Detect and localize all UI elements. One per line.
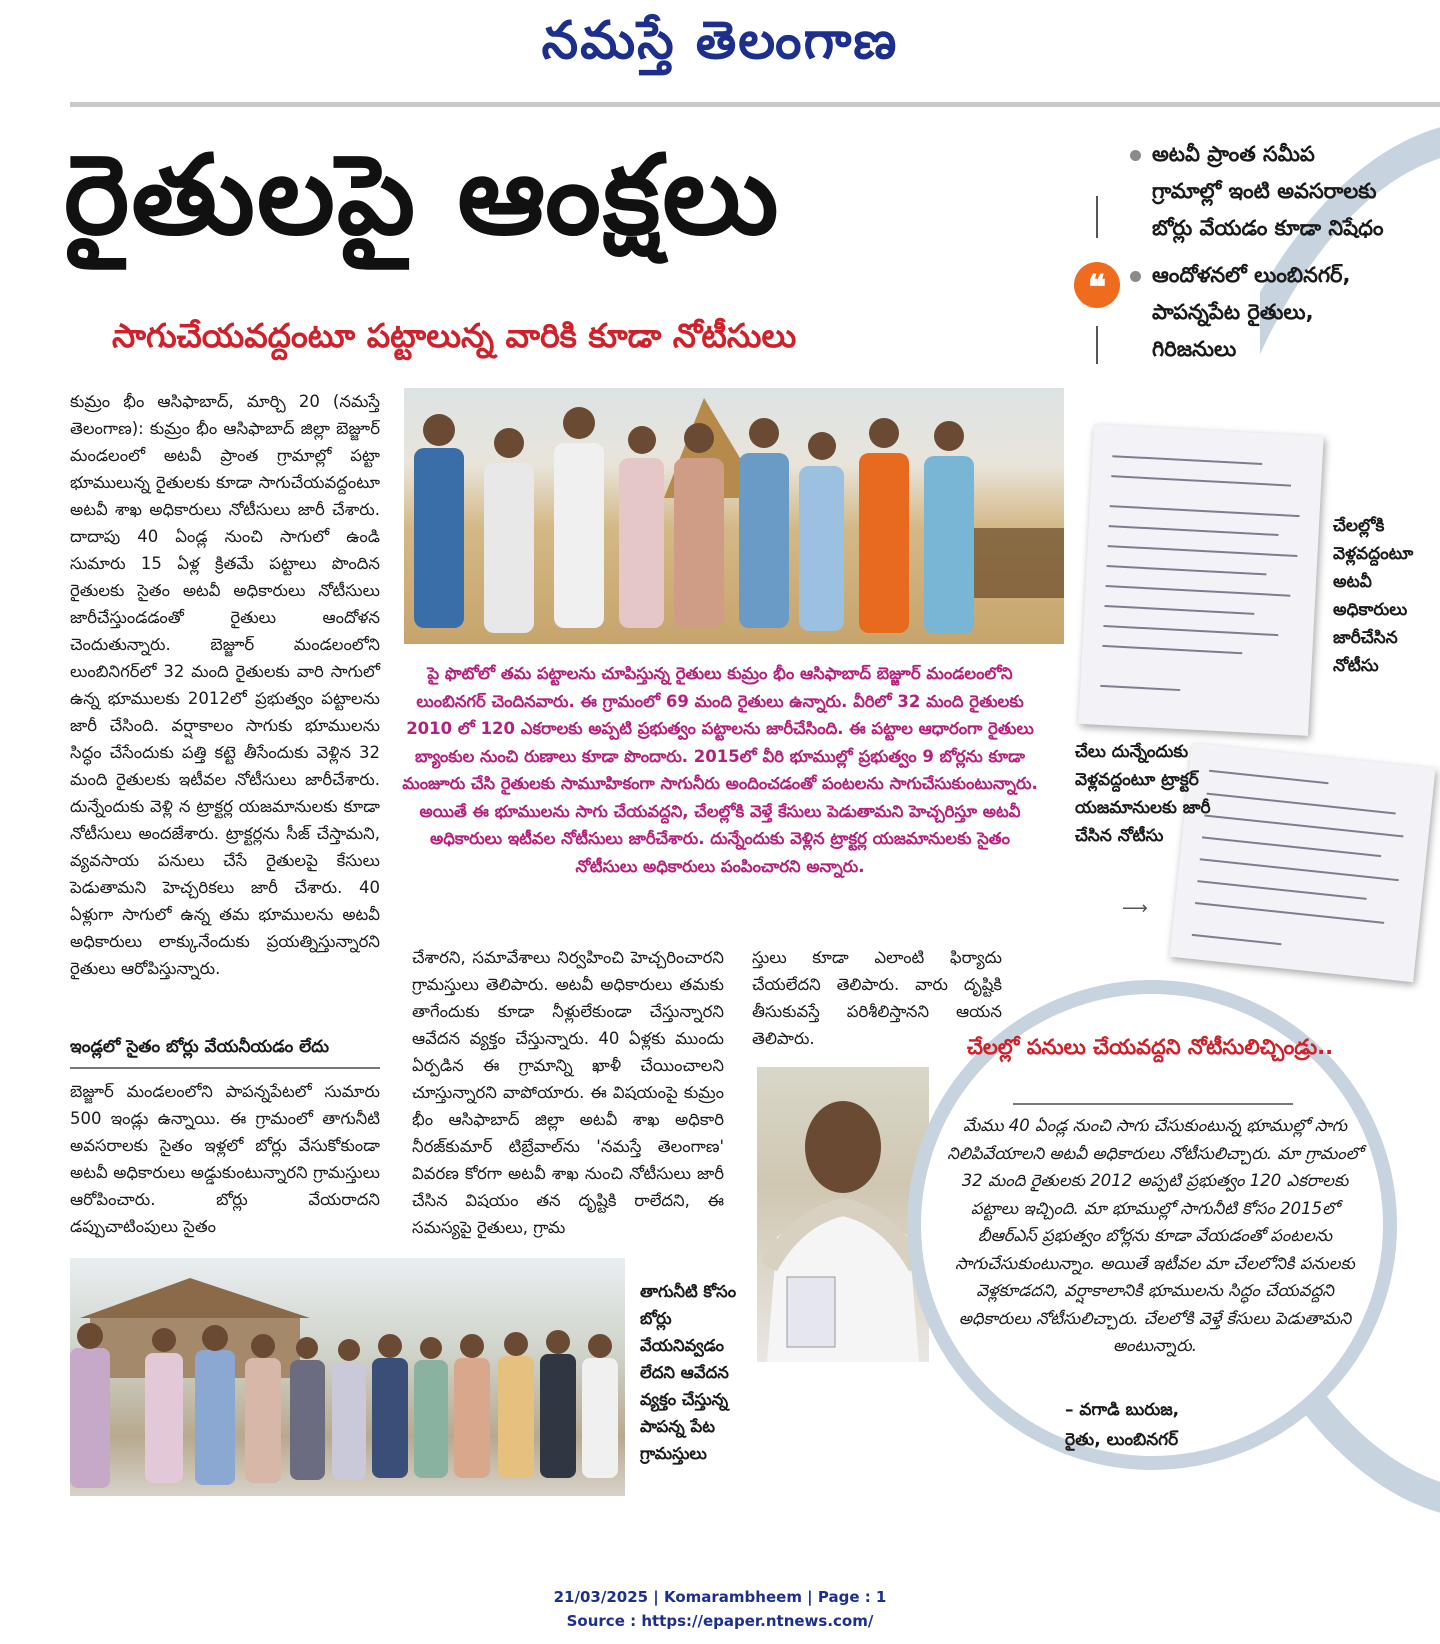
footer-date-edition: 21/03/2025 | Komarambheem | Page : 1 <box>553 1588 887 1606</box>
article-column-2: చేశారని, సమావేశాలు నిర్వహించి హెచ్చరించారని గ్రామస్తులు తెలిపారు. అటవీ అధికారులు తమకు తాగేందుకు కూడా నీళ్లులేకుండా చేస్తున్నారని ఆవేదన వ్యక్తం చేస్తున్నారు. 40 ఏళ్లకు ముందు ఏర్పడిన ఈ గ్రామాన్ని ఖాళీ చేయించాలని చూస్తున్నారని వాపోయారు. ఈ విషయంపై కుమ్రం భీం ఆసిఫాబాద్ జిల్లా అటవీ శాఖ అధికారి నీరజ్‌కుమార్ టిబ్రేవాల్‌ను 'నమస్తే తెలంగాణ' వివరణ కోరగా అటవీ శాఖ నుంచి నోటీసులు జారీ చేసిన విషయం తన దృష్టికి రాలేదని, ఈ సమస్యపై రైతులు, గ్రామ <box>412 948 724 1237</box>
quote-text: మేము 40 ఏండ్ల నుంచి సాగు చేసుకుంటున్న భూముల్లో సాగు నిలిపివేయాలని అటవీ అధికారులు నోటీసులిచ్చారు. మా గ్రామంలో 32 మంది రైతులకు 2012 అప్పటి ప్రభుత్వం 120 ఎకరాలకు పట్టాలు ఇచ్చింది. మా భూముల్లో సాగునీటి కోసం 2015లో బీఆర్‌ఎస్ ప్రభుత్వం బోర్లను కూడా వేయడంతో పంటలను సాగుచేసుకుంటున్నాం. అయితే ఇటీవల మా చేలలోనికి పనులకు వెళ్లకూడదని, వర్షాకాలానికి భూములను సిద్ధం చేయవద్దని అధికారులు నోటీసులిచ్చారు. చేలలోకి వెళ్తే కేసులు పెడుతామని అంటున్నారు. <box>947 1116 1363 1355</box>
quote-icon: ❝ <box>1074 262 1120 308</box>
notice-1-caption: చేలల్లోకి వెళ్లవద్దంటూ అటవీ అధికారులు జారీచేసిన నోటీసు <box>1333 516 1414 676</box>
article-column-3: స్తులు కూడా ఎలాంటి ఫిర్యాదు చేయలేదని తెలిపారు. వారు దృష్టికి తీసుకువస్తే పరిశీలిస్తానని ఆయన తెలిపారు. <box>752 948 1002 1048</box>
arrow-right-icon: ⟶ <box>1122 898 1148 919</box>
subheadline: సాగుచేయవద్దంటూ పట్టాలున్న వారికి కూడా నోటీసులు <box>112 316 797 355</box>
quote-signature <box>1065 1395 1305 1455</box>
notice-2-caption: చేలు దున్నేందుకు వెళ్లవద్దంటూ ట్రాక్టర్ యజమానులకు జారీ చేసిన నోటీసు <box>1075 742 1211 846</box>
farmer-portrait-illustration <box>757 1067 929 1362</box>
sidebar-bullet: ఆందోళనలో లుంబినగర్, పాపన్నపేట రైతులు, గిరిజనులు <box>1130 257 1390 368</box>
notice-document-1 <box>1078 424 1323 736</box>
article-column-1b: బెజ్జూర్ మండలంలోని పాపన్నపేటలో సుమారు 500 ఇండ్లు ఉన్నాయి. ఈ గ్రామంలో తాగునీటి అవసరాలకు సైతం ఇళ్లలో బోర్లు వేసుకోకుండా అటవీ అధికారులు అడ్డుకుంటున్నారని గ్రామస్తులు ఆరోపించారు. బోర్లు వేయరాదని డప్పుచాటింపులు సైతం <box>70 1082 380 1236</box>
footer-source: Source : https://epaper.ntnews.com/ <box>566 1612 874 1630</box>
masthead <box>0 0 1440 90</box>
farmer-portrait <box>757 1067 929 1362</box>
sidebar-bullet: అటవీ ప్రాంత సమీప గ్రామాల్లో ఇంటి అవసరాలకు బోర్లు వేయడం కూడా నిషేధం <box>1130 136 1390 247</box>
farmers-photo <box>404 388 1064 644</box>
sidebar-bullets <box>1130 136 1390 372</box>
quote-title: చేలల్లో పనులు చేయవద్దని నోటీసులిచ్చిండ్రు.. <box>966 1035 1334 1059</box>
masthead-divider <box>70 102 1440 107</box>
quote-signature-role: రైతు, లుంబినగర్ <box>1065 1430 1179 1450</box>
masthead-logo: నమస్తే తెలంగాణ <box>541 10 899 71</box>
quote-signature-name: – వగాడి బురుజ, <box>1065 1400 1180 1420</box>
quote-line-bottom <box>1096 326 1098 364</box>
headline: రైతులపై ఆంక్షలు <box>64 131 781 259</box>
subsection-title: ఇండ్లలో సైతం బోర్లు వేయనీయడం లేదు <box>70 1037 380 1069</box>
villagers-photo-caption: తాగునీటి కోసం బోర్లు వేయనివ్వడం లేదని ఆవేదన వ్యక్తం చేస్తున్న పాపన్న పేట గ్రామస్తులు <box>640 1282 737 1463</box>
quote-line-top <box>1096 196 1098 238</box>
villagers-photo-illustration <box>70 1258 625 1496</box>
farmers-photo-illustration <box>404 388 1064 644</box>
article-column-1: కుమ్రం భీం ఆసిఫాబాద్, మార్చి 20 (నమస్తే తెలంగాణ): కుమ్రం భీం ఆసిఫాబాద్ జిల్లా బెజ్జూర్ మండలంలో అటవీ ప్రాంత గ్రామాల్లో పట్టా భూములున్న రైతులకు కూడా సాగుచేయవద్దంటూ అటవీ శాఖ అధికారులు నోటీసులు జారీ చేశారు. దాదాపు 40 ఏండ్ల నుంచి సాగులో ఉండి సుమారు 15 ఏళ్ల క్రితమే పట్టాలు పొందిన రైతులకు సైతం అటవీ అధికారులు నోటీసులు జారీచేస్తుండడంతో రైతులు ఆందోళన చెందుతున్నారు. బెజ్జూర్ మండలంలోని లుంబినిగర్‌లో 32 మంది రైతులకు వారి సాగులో ఉన్న భూములకు 2012లో ప్రభుత్వం పట్టాలను జారీ చేసింది. వర్షాకాలం సాగుకు భూములను సిద్ధం చేసేందుకు పత్తి కట్టె తీసేందుకు వెళ్లిన 32 మంది రైతులకు ఇటీవల నోటీసులు జారీచేశారు. దున్నేందుకు వెళ్లి న ట్రాక్టర్ల యజమానులకు కూడా నోటీసులు అందజేశారు. ట్రాక్టర్లను సీజ్ చేస్తామని, వ్యవసాయ పనులు చేసే రైతులపై కేసులు పెడుతామని హెచ్చరికలు జారీ చేశారు. 40 ఏళ్లుగా సాగులో ఉన్న తమ భూములను అటవీ అధికారులు లాక్కునేందుకు ప్రయత్నిస్తున్నారని రైతులు ఆరోపిస్తున్నారు. <box>70 392 380 978</box>
quote-title-rule <box>1013 1103 1293 1105</box>
footer <box>0 1585 1440 1633</box>
villagers-photo <box>70 1258 625 1496</box>
farmers-photo-caption: పై ఫొటోలో తమ పట్టాలను చూపిస్తున్న రైతులు కుమ్రం భీం ఆసిఫాబాద్ బెజ్జూర్ మండలంలోని లుంబినగర్ చెందినవారు. ఈ గ్రామంలో 69 మంది రైతులు ఉన్నారు. వీరిలో 32 మంది రైతులకు 2010 లో 120 ఎకరాలకు అప్పటి ప్రభుత్వం పట్టాలను జారీచేసింది. ఈ పట్టాల ఆధారంగా రైతులు బ్యాంకుల నుంచి రుణాలు కూడా పొందారు. 2015లో వీరి భూముల్లో ప్రభుత్వం 9 బోర్లను కూడా మంజూరు చేసి రైతులకు సామూహికంగా సాగునీరు అందించడంతో పంటలను సాగుచేసుకుంటున్నారు. అయితే ఈ భూములను సాగు చేయవద్దని, చేలల్లోకి వెళ్తే కేసులు పెడుతామని హెచ్చరిస్తూ అటవీ అధికారులు ఇటీవల నోటీసులు జారీచేశారు. దున్నేందుకు వెళ్లిన ట్రాక్టర్ల యజమానులకు సైతం నోటీసులు అధికారులు పంపించారని అన్నారు. <box>402 664 1038 876</box>
